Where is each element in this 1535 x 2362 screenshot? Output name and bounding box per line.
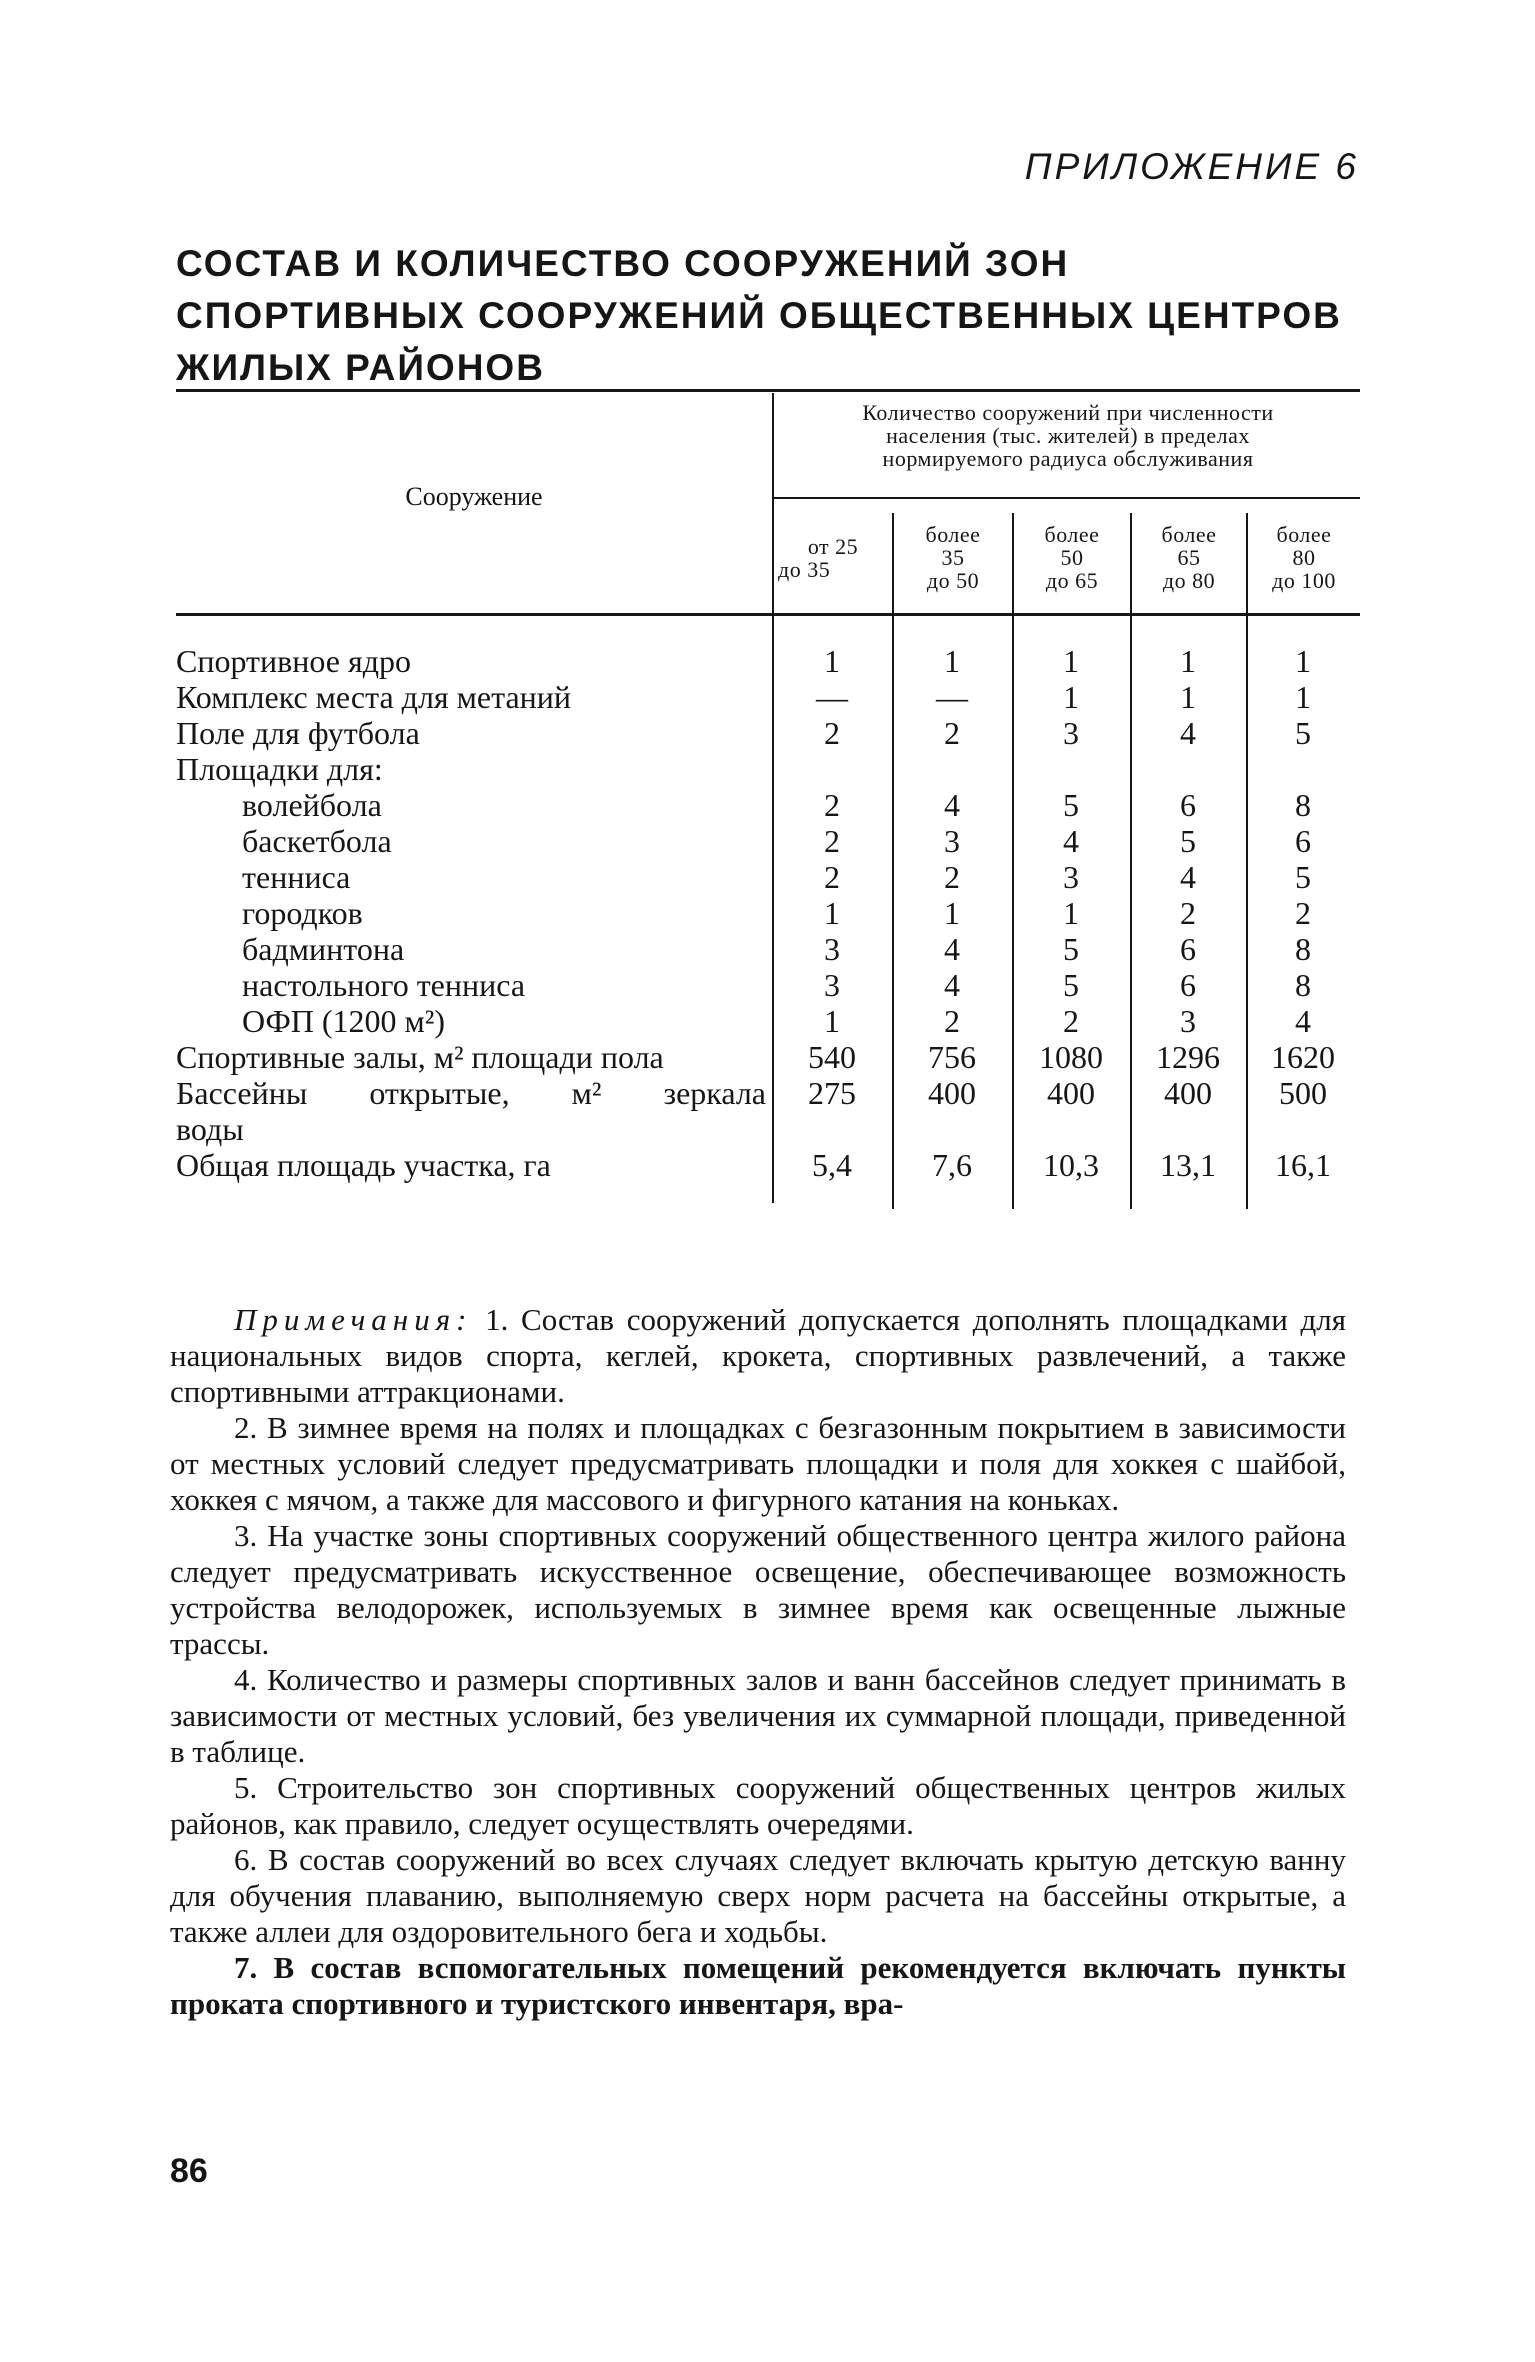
table-cell: 5 [1295, 715, 1311, 751]
table-cell: 2 [1180, 895, 1196, 931]
table-cell: 6 [1180, 967, 1196, 1003]
row-label: Комплекс места для метаний [176, 679, 572, 715]
row-label: ОФП (1200 м²) [242, 1003, 446, 1039]
table-cell: 4 [1180, 859, 1196, 895]
table-cell: 3 [944, 823, 960, 859]
table-cell: 400 [1164, 1075, 1212, 1111]
column-divider [772, 393, 774, 1203]
title-line: СПОРТИВНЫХ СООРУЖЕНИЙ ОБЩЕСТВЕННЫХ ЦЕНТРОВ [176, 295, 1342, 336]
column-header-line: до 65 [1045, 568, 1099, 593]
table-cell: 5 [1063, 967, 1079, 1003]
table-cell: 6 [1180, 931, 1196, 967]
table-cell: 756 [928, 1039, 976, 1075]
page-number: 86 [170, 2152, 208, 2190]
column-header-line: более [1276, 522, 1332, 547]
row-label: настольного тенниса [242, 967, 526, 1003]
column-divider [892, 513, 894, 1209]
row-label: воды [176, 1111, 244, 1147]
note-paragraph [170, 1302, 1346, 1410]
facility-column-header: Сооружение [405, 482, 543, 511]
column-header [1248, 523, 1360, 592]
table-cell: 2 [1295, 895, 1311, 931]
row-label: Бассейны открытые, м² зеркала [176, 1075, 766, 1111]
table-cell: 10,3 [1043, 1147, 1099, 1183]
table-cell: 275 [808, 1075, 856, 1111]
appendix-label: ПРИЛОЖЕНИЕ 6 [1024, 146, 1359, 187]
table-cell: 1 [1063, 643, 1079, 679]
row-label: Спортивное ядро [176, 643, 411, 679]
table-cell: 2 [1063, 1003, 1079, 1039]
table-cell: 1 [1063, 679, 1079, 715]
group-header-line: Количество сооружений при численности [862, 400, 1274, 425]
table-cell: 5 [1180, 823, 1196, 859]
row-label: Спортивные залы, м² площади пола [176, 1039, 664, 1075]
column-header-line: 65 [1177, 545, 1201, 570]
table-cell: 540 [808, 1039, 856, 1075]
header-bottom-rule [176, 613, 1360, 616]
note-paragraph: 3. На участке зоны спортивных сооружений общественного центра жилого района следует предусматривать искусственное освещение, обеспечивающее возможность устройства велодорожек, используемых в зимнее время как освещенные лыжные трассы. [170, 1518, 1346, 1661]
note-paragraph: 2. В зимнее время на полях и площадках с безгазонным покрытием в зависимости от местных условий следует предусматривать площадки и поля для хоккея с шайбой, хоккея с мячом, а также для массового и фигурного катания на коньках. [170, 1410, 1346, 1517]
page-title [176, 238, 1366, 394]
table-cell: 2 [824, 823, 840, 859]
table-cell: — [936, 679, 968, 715]
table-cell: 1296 [1156, 1039, 1220, 1075]
column-header-line: 35 [941, 545, 965, 570]
note-paragraph: 5. Строительство зон спортивных сооружений общественных центров жилых районов, как правило, следует осуществлять очередями. [170, 1770, 1346, 1841]
table-cell: 2 [944, 859, 960, 895]
table-cell: 8 [1295, 931, 1311, 967]
table-cell: 4 [1295, 1003, 1311, 1039]
row-label: тенниса [242, 859, 351, 895]
column-header-line: до 80 [1162, 568, 1216, 593]
table-cell: 4 [944, 931, 960, 967]
table-cell: 400 [1047, 1075, 1095, 1111]
table-cell: 4 [1063, 823, 1079, 859]
row-label: бадминтона [242, 931, 405, 967]
row-label: Общая площадь участка, га [176, 1147, 551, 1183]
column-header-line: более [1044, 522, 1100, 547]
column-header [894, 523, 1012, 592]
row-label: волейбола [242, 787, 382, 823]
column-header-line: до 50 [926, 568, 980, 593]
table-cell: 5 [1295, 859, 1311, 895]
table-cell: 1080 [1039, 1039, 1103, 1075]
table-cell: 1 [944, 895, 960, 931]
column-header [774, 535, 892, 581]
table-cell: 4 [944, 787, 960, 823]
row-label: Поле для футбола [176, 715, 420, 751]
table-cell: 1 [824, 895, 840, 931]
column-header-line: 80 [1292, 545, 1316, 570]
table-cell: 400 [928, 1075, 976, 1111]
table-cell: 5 [1063, 931, 1079, 967]
column-header-line: 50 [1060, 545, 1084, 570]
group-header-line: населения (тыс. жителей) в пределах [886, 423, 1250, 448]
table-cell: 8 [1295, 967, 1311, 1003]
column-header-line: до 35 [778, 557, 831, 582]
title-line: ЖИЛЫХ РАЙОНОВ [176, 347, 545, 388]
column-divider [1130, 513, 1132, 1209]
table-cell: 6 [1180, 787, 1196, 823]
table-cell: 1 [1180, 643, 1196, 679]
table-cell: — [816, 679, 848, 715]
table-cell: 1 [1295, 643, 1311, 679]
table-cell: 1 [1180, 679, 1196, 715]
table-cell: 500 [1279, 1075, 1327, 1111]
table-cell: 1 [824, 643, 840, 679]
table-cell: 1 [1063, 895, 1079, 931]
table-cell: 16,1 [1275, 1147, 1331, 1183]
group-header [776, 401, 1360, 470]
table-cell: 1 [824, 1003, 840, 1039]
note-text: 1. Состав сооружений допускается дополнять площадками для национальных видов спорта, кеглей, крокета, спортивных развлечений, а также спортивными аттракционами. [170, 1302, 1347, 1409]
row-label: Площадки для: [176, 751, 383, 787]
table-top-rule [176, 389, 1360, 392]
table-cell: 5,4 [812, 1147, 852, 1183]
column-header-line: более [1161, 522, 1217, 547]
table-cell: 3 [1063, 715, 1079, 751]
table-cell: 6 [1295, 823, 1311, 859]
table-cell: 2 [944, 1003, 960, 1039]
column-divider [1012, 513, 1014, 1209]
table-cell: 1 [1295, 679, 1311, 715]
table-cell: 4 [944, 967, 960, 1003]
column-header [1132, 523, 1246, 592]
title-line: СОСТАВ И КОЛИЧЕСТВО СООРУЖЕНИЙ ЗОН [176, 243, 1070, 284]
table-cell: 3 [1063, 859, 1079, 895]
note-paragraph: 6. В состав сооружений во всех случаях следует включать крытую детскую ванну для обучения плаванию, выполняемую сверх норм расчета на бассейны открытые, а также аллеи для оздоровительного бега и ходьбы. [170, 1842, 1346, 1949]
row-label: баскетбола [242, 823, 392, 859]
notes-heading: Примечания: [234, 1302, 473, 1337]
table-cell: 5 [1063, 787, 1079, 823]
row-label: городков [242, 895, 363, 931]
column-header-line: от 25 [807, 534, 859, 559]
table-cell: 2 [824, 859, 840, 895]
table-cell: 3 [1180, 1003, 1196, 1039]
table-cell: 4 [1180, 715, 1196, 751]
group-header-line: нормируемого радиуса обслуживания [882, 446, 1254, 471]
table-cell: 2 [824, 787, 840, 823]
table-cell: 7,6 [932, 1147, 972, 1183]
note-paragraph: 4. Количество и размеры спортивных залов и ванн бассейнов следует принимать в зависимости от местных условий, без увеличения их суммарной площади, приведенной в таблице. [170, 1662, 1346, 1769]
column-header [1014, 523, 1130, 592]
table-cell: 2 [944, 715, 960, 751]
table-cell: 3 [824, 931, 840, 967]
table-cell: 13,1 [1160, 1147, 1216, 1183]
group-header-rule [772, 497, 1360, 499]
note-paragraph: 7. В состав вспомогательных помещений рекомендуется включать пункты проката спортивного и туристского инвентаря, вра- [170, 1950, 1346, 2021]
table-cell: 2 [824, 715, 840, 751]
facilities-table [176, 389, 1360, 1209]
table-cell: 1620 [1271, 1039, 1335, 1075]
table-cell: 3 [824, 967, 840, 1003]
column-header-line: более [925, 522, 981, 547]
notes-section [170, 1302, 1346, 2022]
table-cell: 8 [1295, 787, 1311, 823]
table-cell: 1 [944, 643, 960, 679]
column-header-line: до 100 [1272, 568, 1336, 593]
